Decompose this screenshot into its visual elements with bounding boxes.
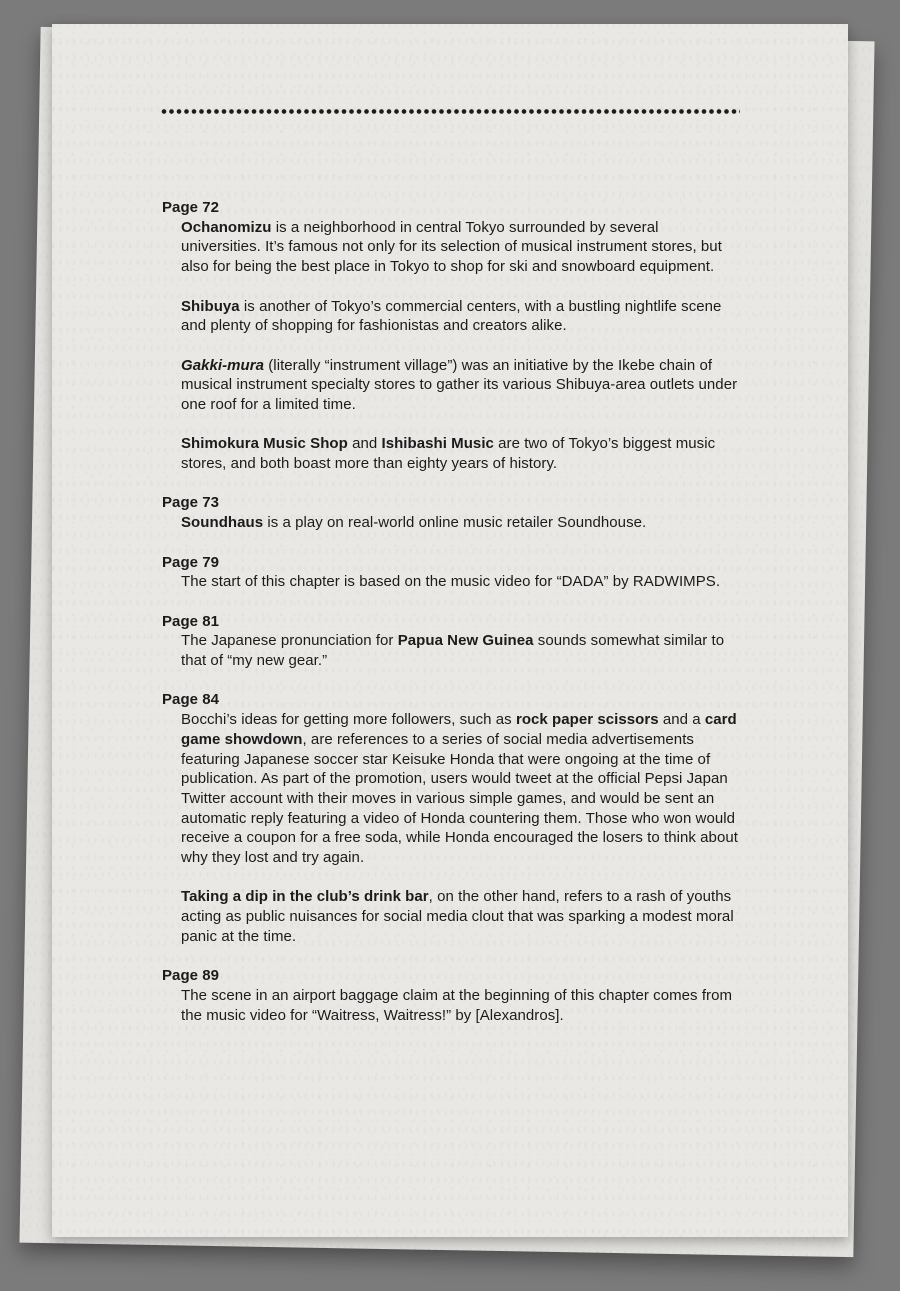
note-paragraph <box>181 887 741 946</box>
notes-section <box>162 966 744 1025</box>
text-run: Papua New Guinea <box>397 632 534 650</box>
notes-section <box>162 612 744 671</box>
text-run: Ishibashi Music <box>381 435 494 453</box>
text-run: Shimokura Music Shop <box>181 435 348 453</box>
text-run: Ochanomizu <box>181 218 272 236</box>
note-paragraph <box>181 631 741 670</box>
text-run: Gakki-mura <box>181 356 265 374</box>
page-heading: Page 84 <box>162 691 220 709</box>
note-paragraph <box>181 297 741 336</box>
page-heading: Page 81 <box>162 612 220 630</box>
notes-section <box>162 690 744 946</box>
text-run: rock paper scissors <box>515 711 659 729</box>
notes-section <box>162 553 744 592</box>
text-run: Soundhaus <box>181 514 264 532</box>
paper-sheet <box>52 24 848 1237</box>
text-run: Shibuya <box>181 297 240 315</box>
note-paragraph <box>181 356 741 415</box>
text-run: sounds somewhat similar to that of “my new gear.” <box>181 632 725 670</box>
translation-notes <box>162 198 744 1025</box>
text-run: card game showdown <box>181 711 737 748</box>
page-heading: Page 89 <box>162 967 220 985</box>
dotted-divider <box>161 108 740 115</box>
note-paragraph <box>181 572 741 592</box>
text-run: and <box>347 435 382 453</box>
text-run: (literally “instrument village”) was an initiative by the Ikebe chain of musical instrument specialty stores to gather its various Shibuya-area outlets under one roof for a limited time. <box>181 356 738 413</box>
note-paragraph <box>181 434 741 473</box>
notes-section <box>162 493 744 532</box>
note-paragraph <box>181 218 741 277</box>
text-run: , are references to a series of social media advertisements featuring Japanese soccer star Keisuke Honda that were ongoing at the time of publication. As part of the promotion, users would tweet at the official Pepsi Japan Twitter account with their moves in various simple games, and would be sent an automatic reply featuring a video of Honda countering them. Those who won would receive a coupon for a free soda, while Honda encouraged the losers to think about why they lost and try again. <box>181 730 738 867</box>
page-heading: Page 72 <box>162 199 220 216</box>
note-paragraph <box>181 986 741 1025</box>
text-run: The Japanese pronunciation for <box>181 632 398 650</box>
notes-section <box>162 198 744 474</box>
text-run: and a <box>658 711 705 729</box>
text-run: , on the other hand, refers to a rash of youths acting as public nuisances for social media clout that was sparking a modest moral panic at the time. <box>181 888 734 945</box>
text-run: Taking a dip in the club’s drink bar <box>181 888 429 906</box>
text-run: is a play on real-world online music retailer Soundhouse. <box>263 514 647 532</box>
text-run: The scene in an airport baggage claim at the beginning of this chapter comes from the music video for “Waitress, Waitress!” by [Alexandros]. <box>181 986 733 1024</box>
page-heading: Page 79 <box>162 553 220 571</box>
note-paragraph <box>181 513 741 533</box>
page-heading: Page 73 <box>162 494 220 512</box>
text-run: is another of Tokyo’s commercial centers, with a bustling nightlife scene and plenty of shopping for fashionistas and creators alike. <box>181 297 722 335</box>
text-run: are two of Tokyo’s biggest music stores, and both boast more than eighty years of history. <box>181 435 716 473</box>
note-paragraph <box>181 710 741 868</box>
text-run: Bocchi’s ideas for getting more followers, such as <box>181 711 516 729</box>
text-run: The start of this chapter is based on the music video for “DADA” by RADWIMPS. <box>181 573 721 591</box>
text-run: is a neighborhood in central Tokyo surrounded by several universities. It’s famous not only for its selection of musical instrument stores, but also for being the best place in Tokyo to shop for ski and snowboard equipment. <box>181 218 722 276</box>
